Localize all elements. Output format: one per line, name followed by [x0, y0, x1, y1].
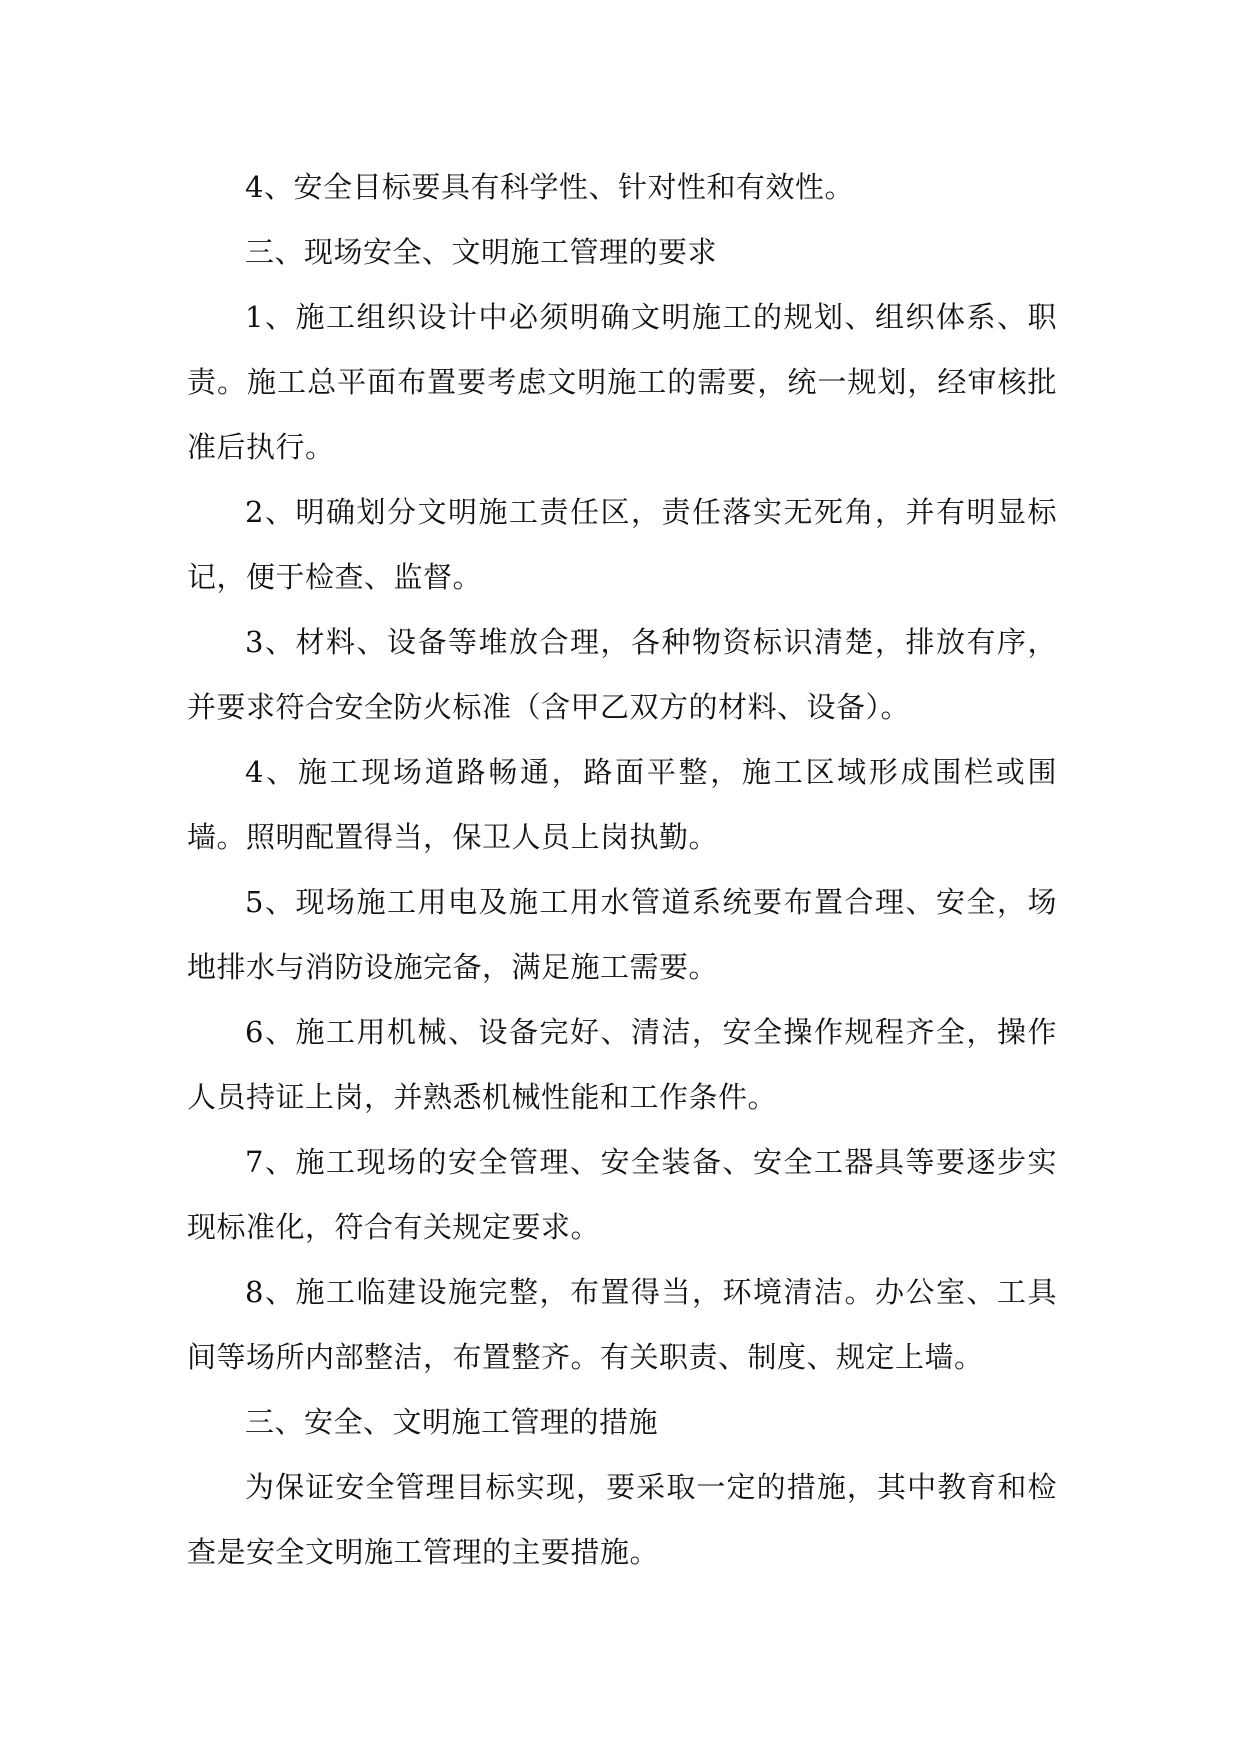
paragraph-requirement-6: 6、施工用机械、设备完好、清洁，安全操作规程齐全，操作人员持证上岗，并熟悉机械性能和工作条件。 [187, 1015, 1057, 1114]
paragraph-requirement-5: 5、现场施工用电及施工用水管道系统要布置合理、安全，场地排水与消防设施完备，满足施工需要。 [187, 885, 1057, 984]
paragraph-goal-4: 4、安全目标要具有科学性、针对性和有效性。 [245, 170, 854, 204]
paragraph-requirement-1: 1、施工组织设计中必须明确文明施工的规划、组织体系、职责。施工总平面布置要考虑文明施工的需要，统一规划，经审核批准后执行。 [187, 300, 1057, 464]
paragraph-requirement-2: 2、明确划分文明施工责任区，责任落实无死角，并有明显标记，便于检查、监督。 [187, 495, 1057, 594]
document-body [187, 155, 1057, 1585]
paragraph-requirement-7: 7、施工现场的安全管理、安全装备、安全工器具等要逐步实现标准化，符合有关规定要求。 [187, 1145, 1057, 1244]
section-heading-measures: 三、安全、文明施工管理的措施 [245, 1405, 659, 1439]
paragraph-requirement-3: 3、材料、设备等堆放合理，各种物资标识清楚，排放有序，并要求符合安全防火标准（含甲乙双方的材料、设备）。 [187, 625, 1057, 724]
section-heading-requirements: 三、现场安全、文明施工管理的要求 [245, 235, 718, 269]
paragraph-requirement-8: 8、施工临建设施完整，布置得当，环境清洁。办公室、工具间等场所内部整洁，布置整齐。有关职责、制度、规定上墙。 [187, 1275, 1057, 1374]
paragraph-measures-intro: 为保证安全管理目标实现，要采取一定的措施，其中教育和检查是安全文明施工管理的主要措施。 [187, 1470, 1057, 1569]
paragraph-requirement-4: 4、施工现场道路畅通，路面平整，施工区域形成围栏或围墙。照明配置得当，保卫人员上岗执勤。 [187, 755, 1057, 854]
